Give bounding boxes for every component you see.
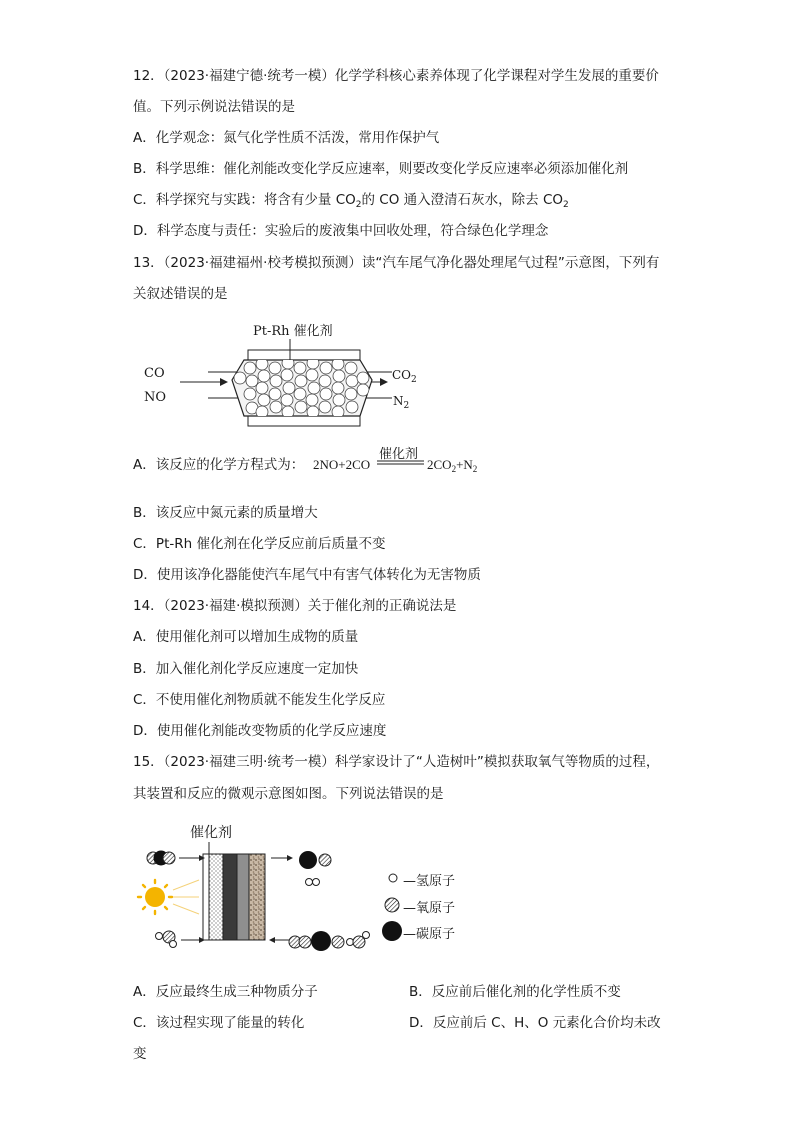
artificial-leaf-diagram [135, 818, 475, 958]
q14-option-a: A．使用催化剂可以增加生成物的质量 [133, 629, 359, 645]
q13-option-c: C．Pt-Rh 催化剂在化学反应前后质量不变 [133, 536, 386, 552]
q12-option-a: A．化学观念：氮气化学性质不活泼，常用作保护气 [133, 130, 440, 146]
q13-option-d: D．使用该净化器能使汽车尾气中有害气体转化为无害物质 [133, 567, 481, 583]
q12-option-c [133, 191, 569, 214]
q15-option-c: C．该过程实现了能量的转化 [133, 1015, 305, 1031]
q13-option-a-pre: A．该反应的化学方程式为： [133, 457, 305, 473]
q15-stem-line1: 15．（2023·福建三明·统考一模）科学家设计了“人造树叶”模拟获取氧气等物质的过程， [133, 754, 660, 770]
sun-icon [138, 880, 199, 914]
legend-hydrogen: —氢原子 [403, 874, 456, 889]
purifier-diagram [140, 318, 440, 430]
q13-stem-line2: 关叙述错误的是 [133, 286, 228, 302]
q15-option-a: A．反应最终生成三种物质分子 [133, 984, 318, 1000]
q12-option-c-pre: C．科学探究与实践：将含有少量 CO [133, 192, 356, 208]
q13-equation-condition [376, 443, 426, 473]
q13-equation-right: $2CO_2+N_2$ [427, 457, 478, 474]
purifier-catalyst-label: Pt-Rh 催化剂 [253, 324, 333, 339]
leaf-drawing [135, 818, 475, 958]
q12-option-c-mid: 的 CO 通入澄清石灰水，除去 CO [361, 192, 563, 208]
q14-stem: 14．（2023·福建·模拟预测）关于催化剂的正确说法是 [133, 598, 457, 614]
q15-stem-line2: 其装置和反应的微观示意图如图。下列说法错误的是 [133, 786, 444, 802]
q12-option-b: B．科学思维：催化剂能改变化学反应速率，则要改变化学反应速率必须添加催化剂 [133, 161, 629, 177]
q13-stem-line1: 13．（2023·福建福州·校考模拟预测）读“汽车尾气净化器处理尾气过程”示意图，下列有 [133, 255, 660, 271]
q12-option-c-sub2: 2 [563, 200, 569, 210]
purifier-input-no: NO [144, 390, 167, 405]
q12-option-d: D．科学态度与责任：实验后的废液集中回收处理，符合绿色化学理念 [133, 223, 549, 239]
q13-option-b: B．该反应中氮元素的质量增大 [133, 505, 318, 521]
q14-option-b: B．加入催化剂化学反应速度一定加快 [133, 661, 359, 677]
purifier-drawing [140, 318, 440, 430]
purifier-output-co2: $CO_2$ [392, 368, 417, 385]
leaf-catalyst-label: 催化剂 [190, 825, 232, 841]
q14-option-d: D．使用催化剂能改变物质的化学反应速度 [133, 723, 387, 739]
q13-equation-equals [376, 443, 426, 473]
purifier-output-n2: $N_2$ [393, 394, 410, 411]
purifier-input-co: CO [144, 366, 165, 381]
q13-equation-left: 2NO+2CO [313, 457, 371, 472]
q15-option-d: D．反应前后 C、H、O 元素化合价均未改 [409, 1015, 661, 1031]
q15-option-b: B．反应前后催化剂的化学性质不变 [409, 984, 621, 1000]
legend-oxygen: —氧原子 [403, 901, 456, 916]
q15-option-d-continued: 变 [133, 1046, 147, 1062]
q12-option-c-sub: 2 [355, 200, 362, 210]
legend-carbon: —碳原子 [403, 927, 456, 942]
q12-stem-line1: 12．（2023·福建宁德·统考一模）化学学科核心素养体现了化学课程对学生发展的重要价 [133, 68, 659, 84]
q12-stem-line2: 值。下列示例说法错误的是 [133, 99, 295, 115]
q13-option-a [133, 456, 304, 474]
q14-option-c: C．不使用催化剂物质就不能发生化学反应 [133, 692, 386, 708]
q13-equation-cond-text: 催化剂 [379, 447, 419, 462]
